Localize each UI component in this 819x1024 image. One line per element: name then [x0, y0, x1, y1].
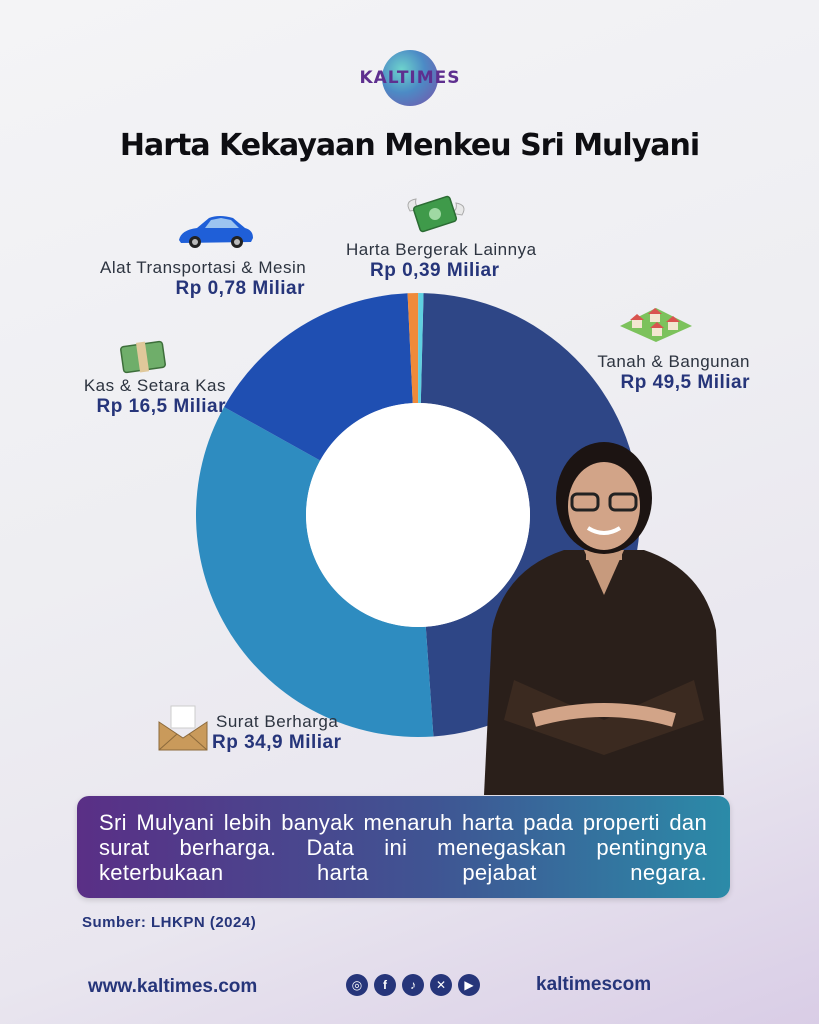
slice-label: Alat Transportasi & Mesin: [100, 258, 307, 277]
page-title: Harta Kekayaan Menkeu Sri Mulyani: [119, 128, 700, 163]
instagram-icon[interactable]: ◎: [346, 974, 368, 996]
label-alat-transportasi: [100, 258, 305, 300]
cash-stack-icon: [118, 338, 168, 376]
car-icon: [175, 212, 255, 252]
slice-value: Rp 0,39 Miliar: [370, 260, 500, 281]
social-handle[interactable]: kaltimescom: [536, 974, 652, 995]
x-icon[interactable]: ✕: [430, 974, 452, 996]
summary-note: [77, 796, 730, 898]
slice-label: Surat Berharga: [216, 712, 339, 731]
source-text: Sumber: LHKPN (2024): [82, 914, 257, 931]
slice-value: Rp 16,5 Miliar: [96, 396, 226, 417]
slice-value: Rp 0,78 Miliar: [175, 278, 305, 299]
envelope-icon: [157, 704, 209, 752]
facebook-icon[interactable]: f: [374, 974, 396, 996]
label-surat-berharga: [212, 712, 342, 754]
tiktok-icon[interactable]: ♪: [402, 974, 424, 996]
label-kas: [60, 376, 226, 418]
sri-mulyani-photo: [474, 420, 734, 795]
label-tanah-bangunan: [560, 352, 750, 394]
label-harta-bergerak: [346, 240, 537, 282]
summary-text: Sri Mulyani lebih banyak menaruh harta pada properti dan surat berharga. Data ini menegaskan pentingnya keterbukaan harta pejabat negara.: [99, 810, 707, 885]
slice-label: Kas & Setara Kas: [83, 376, 226, 395]
website-link[interactable]: www.kaltimes.com: [88, 976, 258, 997]
slice-label: Harta Bergerak Lainnya: [346, 240, 537, 259]
youtube-icon[interactable]: ▶: [458, 974, 480, 996]
slice-value: Rp 34,9 Miliar: [212, 732, 342, 753]
flying-money-icon: [404, 193, 468, 239]
slice-label: Tanah & Bangunan: [597, 352, 750, 371]
logo-text: KALTIMES: [359, 68, 461, 88]
houses-icon: [618, 302, 694, 342]
slice-value: Rp 49,5 Miliar: [620, 372, 750, 393]
